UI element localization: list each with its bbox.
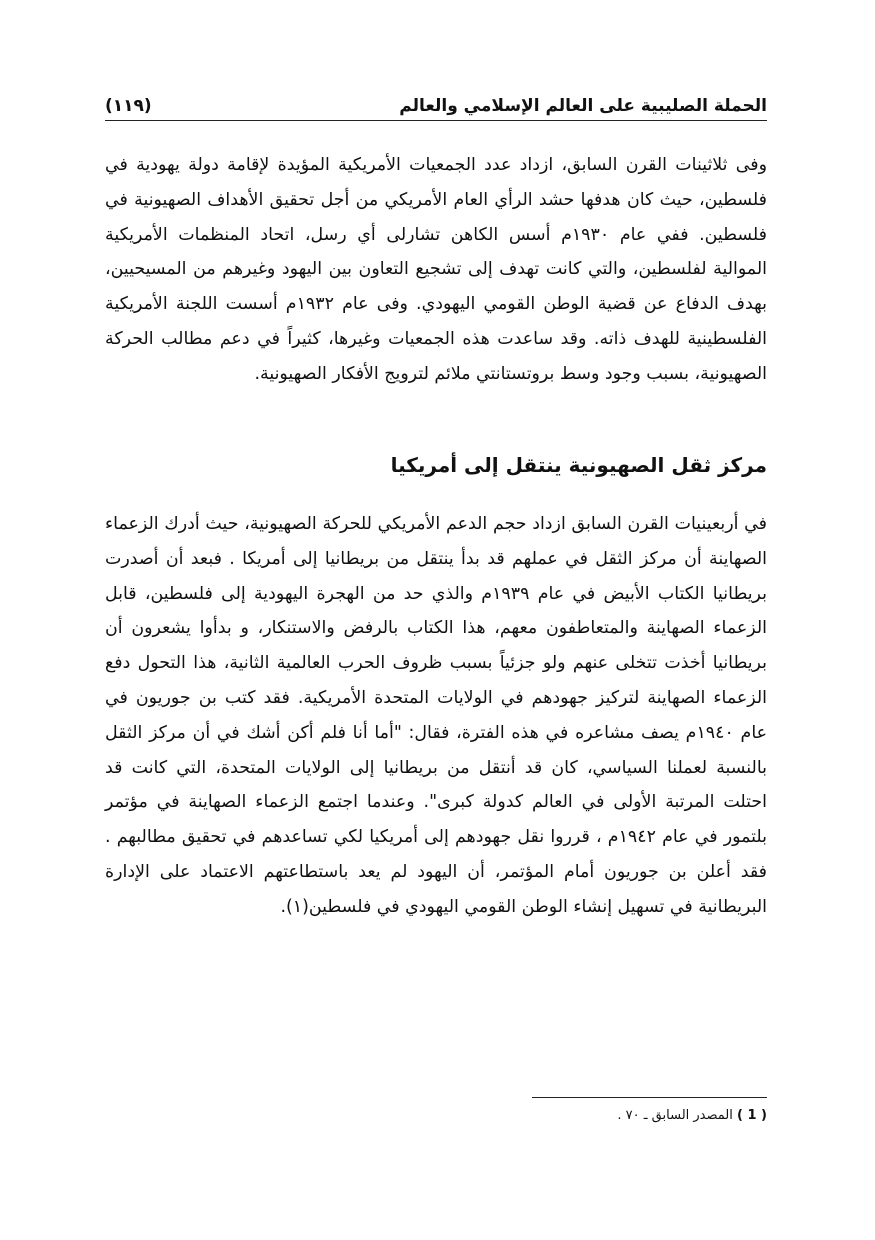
footnote <box>505 1108 767 1123</box>
footnote-text: المصدر السابق ـ ٧٠ . <box>617 1108 733 1123</box>
section-heading: مركز ثقل الصهيونية ينتقل إلى أمريكيا <box>390 453 767 477</box>
paragraph-1: وفى ثلاثينات القرن السابق، ازداد عدد الجمعيات الأمريكية المؤيدة لإقامة دولة يهودية في فلسطين، حيث كان هدفها حشد الرأي العام الأمريكي من أجل تحقيق الأهداف الصهيونية في فلسطين. ففي عام ١٩٣٠م أسس الكاهن تشارلى أي رسل، اتحاد المنظمات الأمريكية الموالية لفلسطين، والتي كانت تهدف إلى تشجيع التعاون بين اليهود وغيرهم من المسيحيين، بهدف الدفاع عن قضية الوطن القومي اليهودي. وفى عام ١٩٣٢م أسست اللجنة الأمريكية الفلسطينية للهدف ذاته. وقد ساعدت هذه الجمعيات وغيرها، كثيراً في دعم مطالب الحركة الصهيونية، بسبب وجود وسط بروتستانتي ملائم لترويج الأفكار الصهيونية. <box>105 155 767 384</box>
footnote-divider <box>532 1097 767 1098</box>
page-number: (١١٩) <box>105 96 152 116</box>
footnote-marker: ( 1 ) <box>737 1108 767 1123</box>
header-title: الحملة الصليبية على العالم الإسلامي والعالم <box>399 96 767 116</box>
running-header <box>105 86 767 121</box>
paragraph-2: في أربعينيات القرن السابق ازداد حجم الدعم الأمريكي للحركة الصهيونية، حيث أدرك الزعماء الصهاينة أن مركز الثقل في عملهم قد بدأ ينتقل من بريطانيا إلى أمريكا . فبعد أن أصدرت بريطانيا الكتاب الأبيض في عام ١٩٣٩م والذي حد من الهجرة اليهودية إلى فلسطين، قابل الزعماء الصهاينة والمتعاطفون معهم، هذا الكتاب بالرفض والاستنكار، و بدأوا يشعرون أن بريطانيا أخذت تتخلى عنهم ولو جزئياً بسبب ظروف الحرب العالمية الثانية، هذا التحول دفع الزعماء الصهاينة لتركيز جهودهم في الولايات المتحدة الأمريكية. فقد كتب بن جوريون في عام ١٩٤٠م يصف مشاعره في هذه الفترة، فقال: "أما أنا فلم أكن أشك في أن مركز الثقل بالنسبة لعملنا السياسي، كان قد أنتقل من بريطانيا إلى الولايات المتحدة، التي كانت قد احتلت المرتبة الأولى في العالم كدولة كبرى". وعندما اجتمع الزعماء الصهاينة في مؤتمر بلتمور في عام ١٩٤٢م ، قرروا نقل جهودهم إلى أمريكيا لكي تساعدهم في تحقيق مطالبهم . فقد أعلن بن جوريون أمام المؤتمر، أن اليهود لم يعد باستطاعتهم الاعتماد على الإدارة البريطانية في تسهيل إنشاء الوطن القومي اليهودي في فلسطين(١). <box>105 514 767 917</box>
